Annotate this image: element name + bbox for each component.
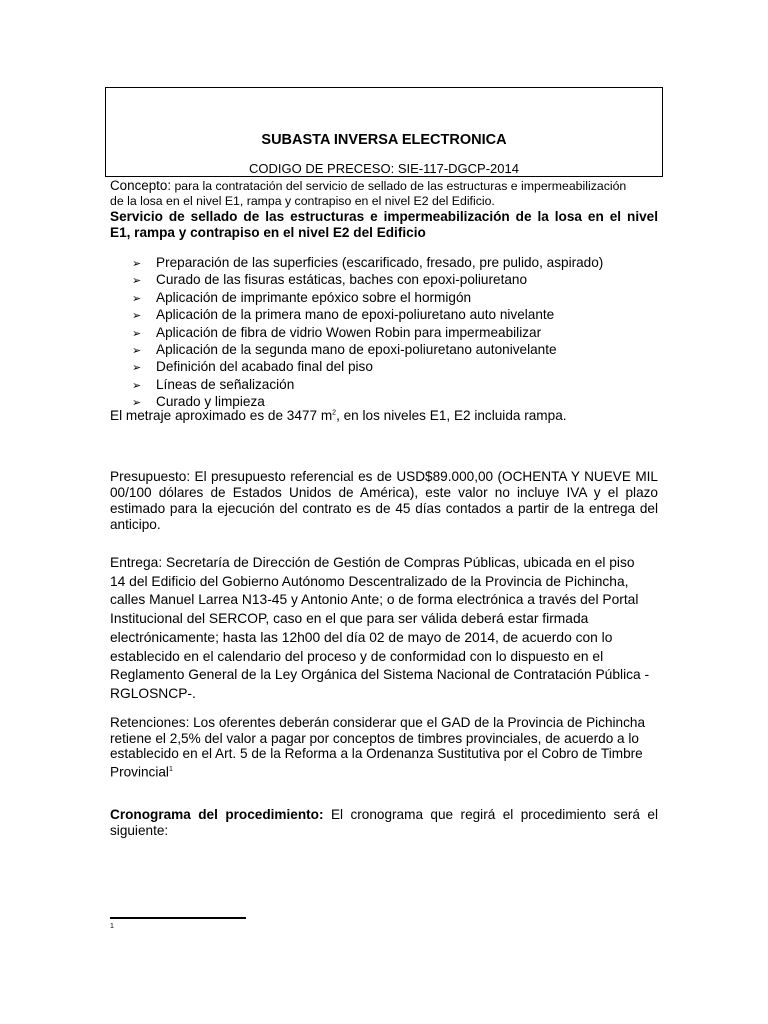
concepto-text-line1: para la contratación del servicio de sellado de las estructuras e impermeabilización bbox=[171, 179, 627, 193]
list-item: ➢ Aplicación de la segunda mano de epoxi-poliuretano autonivelante bbox=[132, 342, 603, 359]
list-item: ➢ Aplicación de imprimante epóxico sobre el hormigón bbox=[132, 290, 603, 307]
concepto-paragraph bbox=[110, 178, 660, 209]
list-item: ➢ Aplicación de fibra de vidrio Wowen Robin para impermeabilizar bbox=[132, 325, 603, 342]
document-title: SUBASTA INVERSA ELECTRONICA bbox=[261, 132, 507, 148]
retentions-paragraph: Retenciones: Los oferentes deberán considerar que el GAD de la Provincia de Pichincha retiene el 2,5% del valor a pagar por conceptos de timbres provinciales, de acuerdo a lo establecido en el Art. 5 de la Reforma a la Ordenanza Sustitutiva por el Cobro de Timbre Provincial$^1$ bbox=[110, 715, 646, 780]
list-item: ➢ Líneas de señalización bbox=[132, 377, 603, 394]
footnote-number: 1 bbox=[110, 923, 114, 930]
list-item: ➢ Definición del acabado final del piso bbox=[132, 359, 603, 376]
arrow-bullet-icon: ➢ bbox=[132, 275, 142, 288]
task-list bbox=[132, 255, 603, 412]
schedule-label: Cronograma del procedimiento: bbox=[110, 807, 324, 822]
concepto-text-line2: de la losa en el nivel E1, rampa y contrapiso en el nivel E2 del Edificio. bbox=[110, 194, 495, 208]
arrow-bullet-icon: ➢ bbox=[132, 397, 142, 410]
arrow-bullet-icon: ➢ bbox=[132, 310, 142, 323]
list-item: ➢ Curado de las fisuras estáticas, baches con epoxi-poliuretano bbox=[132, 272, 603, 289]
budget-paragraph: Presupuesto: El presupuesto referencial es de USD$89.000,00 (OCHENTA Y NUEVE MIL 00/100 dólares de Estados Unidos de América), este valor no incluye IVA y el plazo estimado para la ejecución del contrato es de 45 días contados a partir de la entrega del anticipo. bbox=[110, 469, 658, 532]
schedule-paragraph: Cronograma del procedimiento: El cronograma que regirá el procedimiento será el siguiente: bbox=[110, 807, 659, 838]
footnote-separator bbox=[110, 917, 246, 919]
arrow-bullet-icon: ➢ bbox=[132, 292, 142, 305]
process-code: CODIGO DE PRECESO: SIE-117-DGCP-2014 bbox=[249, 161, 519, 176]
delivery-paragraph: Entrega: Secretaría de Dirección de Gestión de Compras Públicas, ubicada en el piso 14 del Edificio del Gobierno Autónomo Descentralizado de la Provincia de Pichincha, calles Manuel Larrea N13-45 y Antonio Ante; o de forma electrónica a través del Portal Institucional del SERCOP, caso en el que para ser válida deberá estar firmada electrónicamente; hasta las 12h00 del día 02 de mayo de 2014, de acuerdo con lo establecido en el calendario del proceso y de conformidad con lo dispuesto en el Reglamento General de la Ley Orgánica del Sistema Nacional de Contratación Pública - RGLOSNCP-. bbox=[110, 555, 650, 701]
arrow-bullet-icon: ➢ bbox=[132, 362, 142, 375]
header-box bbox=[105, 87, 663, 177]
area-paragraph: El metraje aproximado es de 3477 $m^2$, en los niveles E1, E2 incluida rampa. bbox=[110, 408, 567, 423]
service-heading-line1: Servicio de sellado de las estructuras e impermeabilización de la losa en el nivel bbox=[110, 209, 658, 224]
service-heading bbox=[110, 209, 658, 241]
footnote-ref: 1 bbox=[168, 766, 173, 774]
service-heading-line2: E1, rampa y contrapiso en el nivel E2 del Edificio bbox=[110, 225, 426, 240]
superscript-2: 2 bbox=[332, 409, 337, 417]
arrow-bullet-icon: ➢ bbox=[132, 379, 142, 392]
arrow-bullet-icon: ➢ bbox=[132, 327, 142, 340]
arrow-bullet-icon: ➢ bbox=[132, 258, 142, 270]
list-item: ➢ Aplicación de la primera mano de epoxi-poliuretano auto nivelante bbox=[132, 307, 603, 324]
arrow-bullet-icon: ➢ bbox=[132, 345, 142, 358]
list-item: ➢ Curado y limpieza bbox=[132, 394, 603, 411]
list-item: ➢ Preparación de las superficies (escarificado, fresado, pre pulido, aspirado) bbox=[132, 255, 603, 272]
concepto-label: Concepto: bbox=[110, 178, 172, 193]
